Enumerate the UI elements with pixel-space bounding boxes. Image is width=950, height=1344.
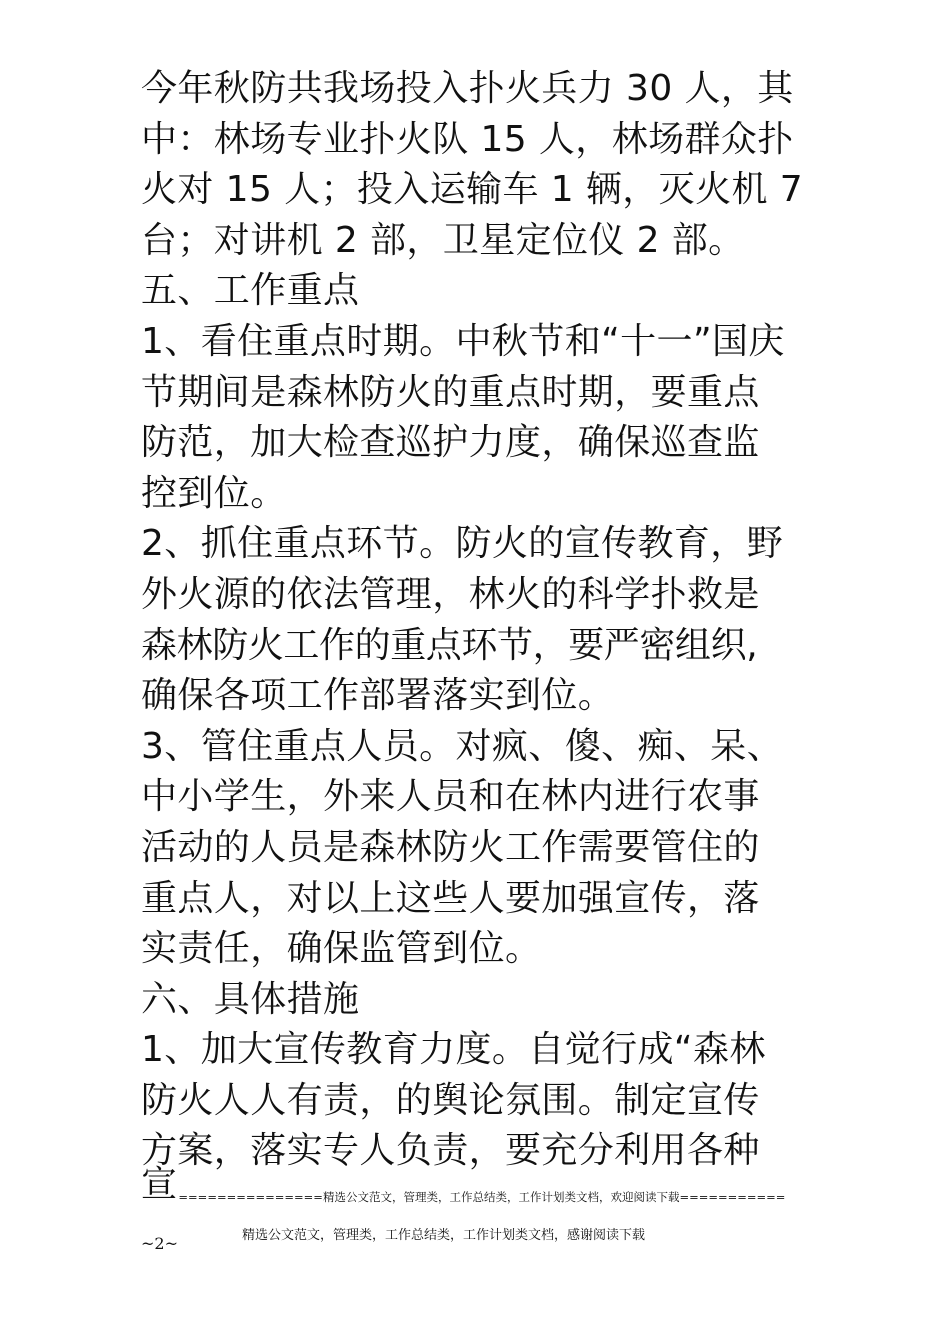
text-line-17: 重点人，对以上这些人要加强宣传，落 — [141, 877, 760, 919]
text-line-7: 节期间是森林防火的重点时期，要重点 — [141, 371, 760, 413]
text-line-12: 森林防火工作的重点环节，要严密组织, — [141, 624, 758, 666]
text-line-20: 1、加大宣传教育力度。自觉行成“森林 — [141, 1029, 766, 1071]
text-line-22: 方案，落实专人负责，要充分利用各种 — [141, 1130, 760, 1172]
text-line-3: 火对 15 人；投入运输车 1 辆，灭火机 7 — [141, 169, 804, 211]
text-line-18: 实责任，确保监管到位。 — [141, 928, 542, 970]
text-line-10: 2、抓住重点环节。防火的宣传教育，野 — [141, 523, 784, 565]
text-line-16: 活动的人员是森林防火工作需要管住的 — [141, 826, 760, 868]
text-line-13: 确保各项工作部署落实到位。 — [141, 675, 615, 717]
footer-note: 精选公文范文，管理类，工作总结类，工作计划类文档，感谢阅读下载 — [242, 1228, 646, 1243]
text-line-6: 1、看住重点时期。中秋节和“十一”国庆 — [141, 320, 785, 362]
footer-rule-row — [141, 1160, 831, 1210]
trailing-text-char: 宣 — [141, 1164, 178, 1205]
text-line-2: 中：林场专业扑火队 15 人，林场群众扑 — [141, 118, 794, 160]
text-line-1: 今年秋防共我场投入扑火兵力 30 人，其 — [141, 68, 794, 109]
text-line-4: 台；对讲机 2 部，卫星定位仪 2 部。 — [141, 219, 745, 261]
page-number: ~2~ — [141, 1234, 178, 1253]
text-line-8: 防范，加大检查巡护力度，确保巡查监 — [141, 422, 760, 464]
footer-rule-note: ===============精选公文范文，管理类，工作总结类，工作计划类文档，欢迎阅读下载=========== — [178, 1190, 786, 1204]
section-heading-5: 五、工作重点 — [141, 270, 360, 312]
text-line-14: 3、管住重点人员。对疯、傻、痴、呆、 — [141, 725, 784, 767]
body-text — [141, 64, 821, 1177]
section-heading-6: 六、具体措施 — [141, 978, 360, 1020]
text-line-11: 外火源的依法管理，林火的科学扑救是 — [141, 573, 760, 615]
text-line-9: 控到位。 — [141, 472, 287, 514]
text-line-15: 中小学生，外来人员和在林内进行农事 — [141, 776, 760, 818]
text-line-21: 防火人人有责，的舆论氛围。制定宣传 — [141, 1079, 760, 1121]
